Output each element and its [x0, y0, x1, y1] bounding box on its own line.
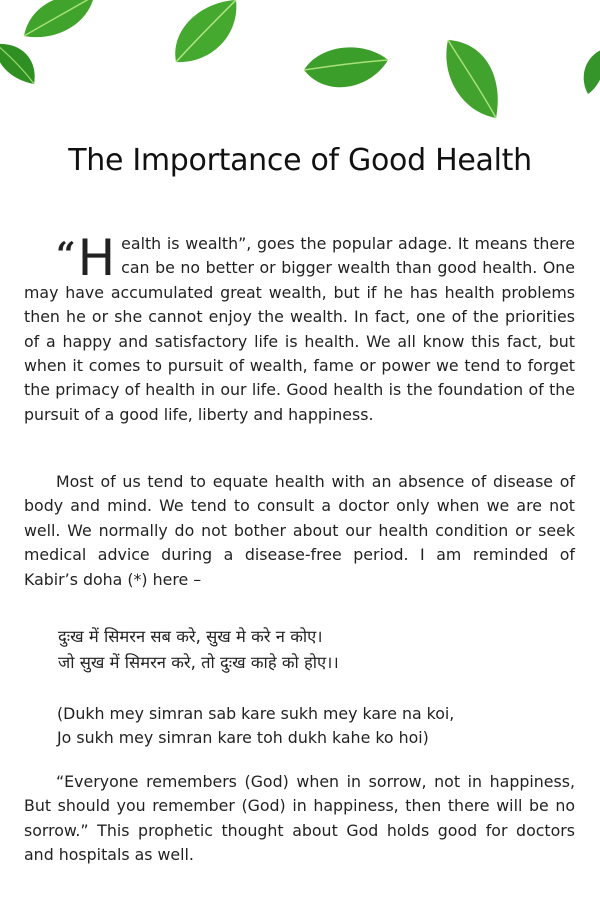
leaf-icon: [578, 46, 600, 96]
paragraph-intro: [24, 229, 575, 427]
doha-hindi-line: जो सुख में सिमरन करे, तो दुःख काहे को होए।।: [58, 653, 339, 672]
leaf-icon: [20, 0, 98, 42]
paragraph-health-definition: Most of us tend to equate health with an absence of disease of body and mind. We tend to consult a doctor only when we are not well. We normally do not bother about our health condition or seek medical advice during a disease-free period. I am reminded of Kabir’s doha (*) here –: [24, 472, 575, 589]
doha-translit-line: Jo sukh mey simran kare toh dukh kahe ko hoi): [57, 728, 429, 748]
leaf-icon: [170, 0, 242, 68]
drop-cap: H: [77, 229, 116, 287]
page-title: The Importance of Good Health: [68, 143, 532, 178]
leaf-icon: [0, 40, 40, 86]
leaf-icon: [300, 40, 392, 96]
leaf-icon: [440, 36, 506, 122]
open-quote: “: [56, 235, 76, 275]
doha-hindi-line: दुःख में सिमरन सब करे, सुख मे करे न कोए।: [58, 627, 323, 646]
doha-hindi: [58, 624, 339, 676]
paragraph-intro-text: ealth is wealth”, goes the popular adage. It means there can be no better or bigger wealth than good health. One may have accumulated great wealth, but if he has health problems then he or she cannot enjoy the wealth. In fact, one of the priorities of a happy and satisfactory life is health. We all know this fact, but when it comes to pursuit of wealth, fame or power we tend to forget the primacy of health in our life. Good health is the foundation of the pursuit of a good life, liberty and happiness.: [24, 234, 575, 424]
paragraph-translation: “Everyone remembers (God) when in sorrow, not in happiness, But should you remember (God) in happiness, then there will be no sorrow.” This prophetic thought about God holds good for doctors and hospitals as well.: [24, 772, 575, 865]
doha-transliteration: [57, 702, 454, 751]
doha-translit-line: (Dukh mey simran sab kare sukh mey kare na koi,: [57, 704, 455, 723]
